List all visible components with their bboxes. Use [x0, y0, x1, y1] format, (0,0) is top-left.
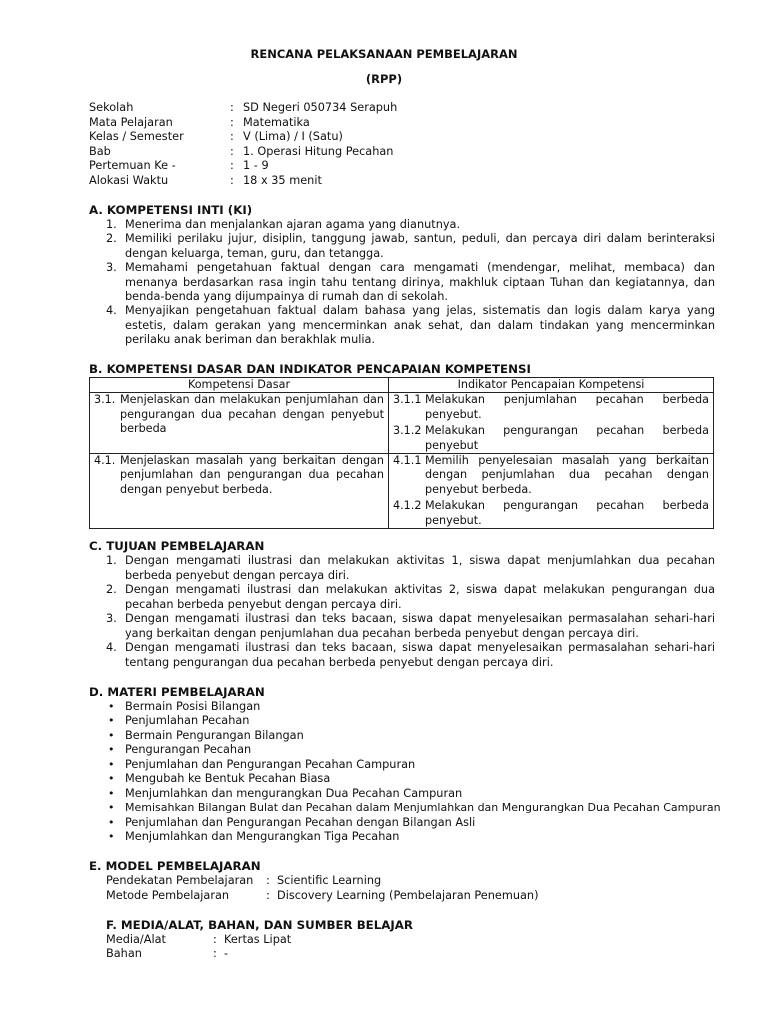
list-item: Dengan mengamati ilustrasi dan teks bacaan, siswa dapat menyelesaikan permasalahan sehari-hari yang berkaitan dengan penjumlahan dua pecahan berbeda penyebut dengan percaya diri.	[125, 612, 715, 640]
bullet-marker: •	[108, 801, 115, 814]
media-colon: :	[213, 933, 217, 946]
identity-label: Pertemuan Ke -	[89, 159, 176, 172]
list-item: Pengurangan Pecahan	[125, 743, 252, 756]
identity-label: Sekolah	[89, 101, 134, 114]
list-item: Memiliki perilaku jujur, disiplin, tanggung jawab, santun, peduli, dan percaya diri dalam berinteraksi dengan keluarga, teman, guru, dan tetangga.	[125, 232, 715, 260]
bullet-marker: •	[108, 787, 115, 800]
media-value: -	[224, 947, 229, 960]
identity-colon: :	[230, 145, 234, 158]
list-item: Bermain Posisi Bilangan	[125, 700, 261, 713]
list-item: Menjumlahkan dan mengurangkan Dua Pecahan Campuran	[125, 787, 463, 800]
list-number: 2.	[106, 232, 117, 245]
bullet-marker: •	[108, 758, 115, 771]
kd-text: Menjelaskan dan melakukan penjumlahan dan pengurangan dua pecahan dengan penyebut berbeda	[120, 393, 384, 436]
section-a-heading: A. KOMPETENSI INTI (KI)	[89, 203, 253, 217]
identity-value: Matematika	[243, 116, 310, 129]
document-subtitle: (RPP)	[365, 72, 403, 86]
identity-value: 1. Operasi Hitung Pecahan	[243, 145, 394, 158]
list-item: Penjumlahan Pecahan	[125, 714, 250, 727]
identity-colon: :	[230, 116, 234, 129]
identity-colon: :	[230, 130, 234, 143]
indicator-number: 3.1.1	[393, 393, 422, 407]
media-label: Bahan	[106, 947, 142, 960]
media-value: Kertas Lipat	[224, 933, 292, 946]
list-number: 3.	[106, 612, 117, 625]
list-item: Menyajikan pengetahuan faktual dalam bahasa yang jelas, sistematis dan logis dalam karya yang estetis, dalam gerakan yang mencerminkan anak sehat, dan dalam tindakan yang mencerminkan perilaku anak beriman dan berakhlak mulia.	[125, 304, 715, 347]
identity-value: 1 - 9	[243, 159, 269, 172]
identity-colon: :	[230, 174, 234, 187]
column-header-kd: Kompetensi Dasar	[90, 378, 389, 393]
competency-table	[89, 377, 714, 529]
identity-value: V (Lima) / I (Satu)	[243, 130, 343, 143]
column-header-ipk: Indikator Pencapaian Kompetensi	[389, 378, 714, 393]
kd-cell	[90, 454, 389, 529]
bullet-marker: •	[108, 772, 115, 785]
list-item: Menjumlahkan dan Mengurangkan Tiga Pecahan	[125, 830, 400, 843]
indicator-text: Memilih penyelesaian masalah yang berkaitan dengan penjumlahan dua pecahan dengan penyebut berbeda.	[425, 454, 709, 496]
identity-label: Bab	[89, 145, 111, 158]
indicator-number: 4.1.2	[393, 499, 422, 513]
model-label: Pendekatan Pembelajaran	[106, 874, 254, 887]
indicator-text: Melakukan pengurangan pecahan berbeda penyebut	[425, 424, 709, 452]
section-b-heading: B. KOMPETENSI DASAR DAN INDIKATOR PENCAPAIAN KOMPETENSI	[89, 362, 531, 376]
list-item: Dengan mengamati ilustrasi dan melakukan aktivitas 2, siswa dapat melakukan pengurangan dua pecahan berbeda penyebut dengan percaya diri.	[125, 583, 715, 611]
list-item: Bermain Pengurangan Bilangan	[125, 729, 304, 742]
model-value: Discovery Learning (Pembelajaran Penemuan)	[277, 889, 539, 902]
list-item: Memahami pengetahuan faktual dengan cara mengamati (mendengar, melihat, membaca) dan menanya berdasarkan rasa ingin tahu tentang dirinya, makhluk ciptaan Tuhan dan kegiatannya, dan benda-benda yang dijumpainya di rumah dan di sekolah.	[125, 261, 715, 304]
indicator-number: 3.1.2	[393, 424, 422, 438]
section-d-heading: D. MATERI PEMBELAJARAN	[89, 685, 265, 699]
list-item: Dengan mengamati ilustrasi dan melakukan aktivitas 1, siswa dapat menjumlahkan dua pecahan berbeda penyebut dengan percaya diri.	[125, 554, 715, 582]
identity-colon: :	[230, 159, 234, 172]
kd-number: 3.1.	[94, 393, 116, 407]
identity-value: 18 x 35 menit	[243, 174, 322, 187]
model-label: Metode Pembelajaran	[106, 889, 230, 902]
indicator-number: 4.1.1	[393, 454, 422, 468]
list-item: Dengan mengamati ilustrasi dan teks bacaan, siswa dapat menyelesaikan permasalahan sehari-hari tentang pengurangan dua pecahan berbeda penyebut dengan percaya diri.	[125, 641, 715, 669]
model-colon: :	[266, 889, 270, 902]
list-item: Penjumlahan dan Pengurangan Pecahan dengan Bilangan Asli	[125, 816, 476, 829]
table-row	[90, 454, 714, 529]
section-f-heading: F. MEDIA/ALAT, BAHAN, DAN SUMBER BELAJAR	[106, 918, 413, 932]
list-item: Mengubah ke Bentuk Pecahan Biasa	[125, 772, 331, 785]
table-row	[90, 393, 714, 454]
bullet-marker: •	[108, 816, 115, 829]
bullet-marker: •	[108, 743, 115, 756]
kd-text: Menjelaskan masalah yang berkaitan dengan penjumlahan dan pengurangan dua pecahan dengan penyebut berbeda.	[120, 454, 384, 496]
bullet-marker: •	[108, 700, 115, 713]
indicator-text: Melakukan penjumlahan pecahan berbeda penyebut.	[425, 393, 709, 421]
bullet-marker: •	[108, 714, 115, 727]
section-c-heading: C. TUJUAN PEMBELAJARAN	[89, 539, 265, 553]
indicator-cell	[389, 454, 714, 529]
bullet-marker: •	[108, 830, 115, 843]
indicator-cell	[389, 393, 714, 454]
list-item: Menerima dan menjalankan ajaran agama yang dianutnya.	[125, 218, 461, 231]
list-item: Memisahkan Bilangan Bulat dan Pecahan dalam Menjumlahkan dan Mengurangkan Dua Pecahan Campuran	[125, 801, 721, 814]
media-colon: :	[213, 947, 217, 960]
indicator-text: Melakukan pengurangan pecahan berbeda penyebut.	[425, 499, 709, 527]
identity-label: Alokasi Waktu	[89, 174, 169, 187]
model-value: Scientific Learning	[277, 874, 382, 887]
kd-cell	[90, 393, 389, 454]
model-colon: :	[266, 874, 270, 887]
identity-colon: :	[230, 101, 234, 114]
list-number: 4.	[106, 304, 117, 317]
list-item: Penjumlahan dan Pengurangan Pecahan Campuran	[125, 758, 416, 771]
list-number: 3.	[106, 261, 117, 274]
kd-number: 4.1.	[94, 454, 116, 468]
identity-label: Kelas / Semester	[89, 130, 184, 143]
section-e-heading: E. MODEL PEMBELAJARAN	[89, 859, 261, 873]
table-header-row	[90, 378, 714, 393]
identity-value: SD Negeri 050734 Serapuh	[243, 101, 398, 114]
list-number: 4.	[106, 641, 117, 654]
identity-label: Mata Pelajaran	[89, 116, 173, 129]
media-label: Media/Alat	[106, 933, 166, 946]
list-number: 2.	[106, 583, 117, 596]
list-number: 1.	[106, 218, 117, 231]
bullet-marker: •	[108, 729, 115, 742]
document-title: RENCANA PELAKSANAAN PEMBELAJARAN	[250, 47, 518, 61]
list-number: 1.	[106, 554, 117, 567]
